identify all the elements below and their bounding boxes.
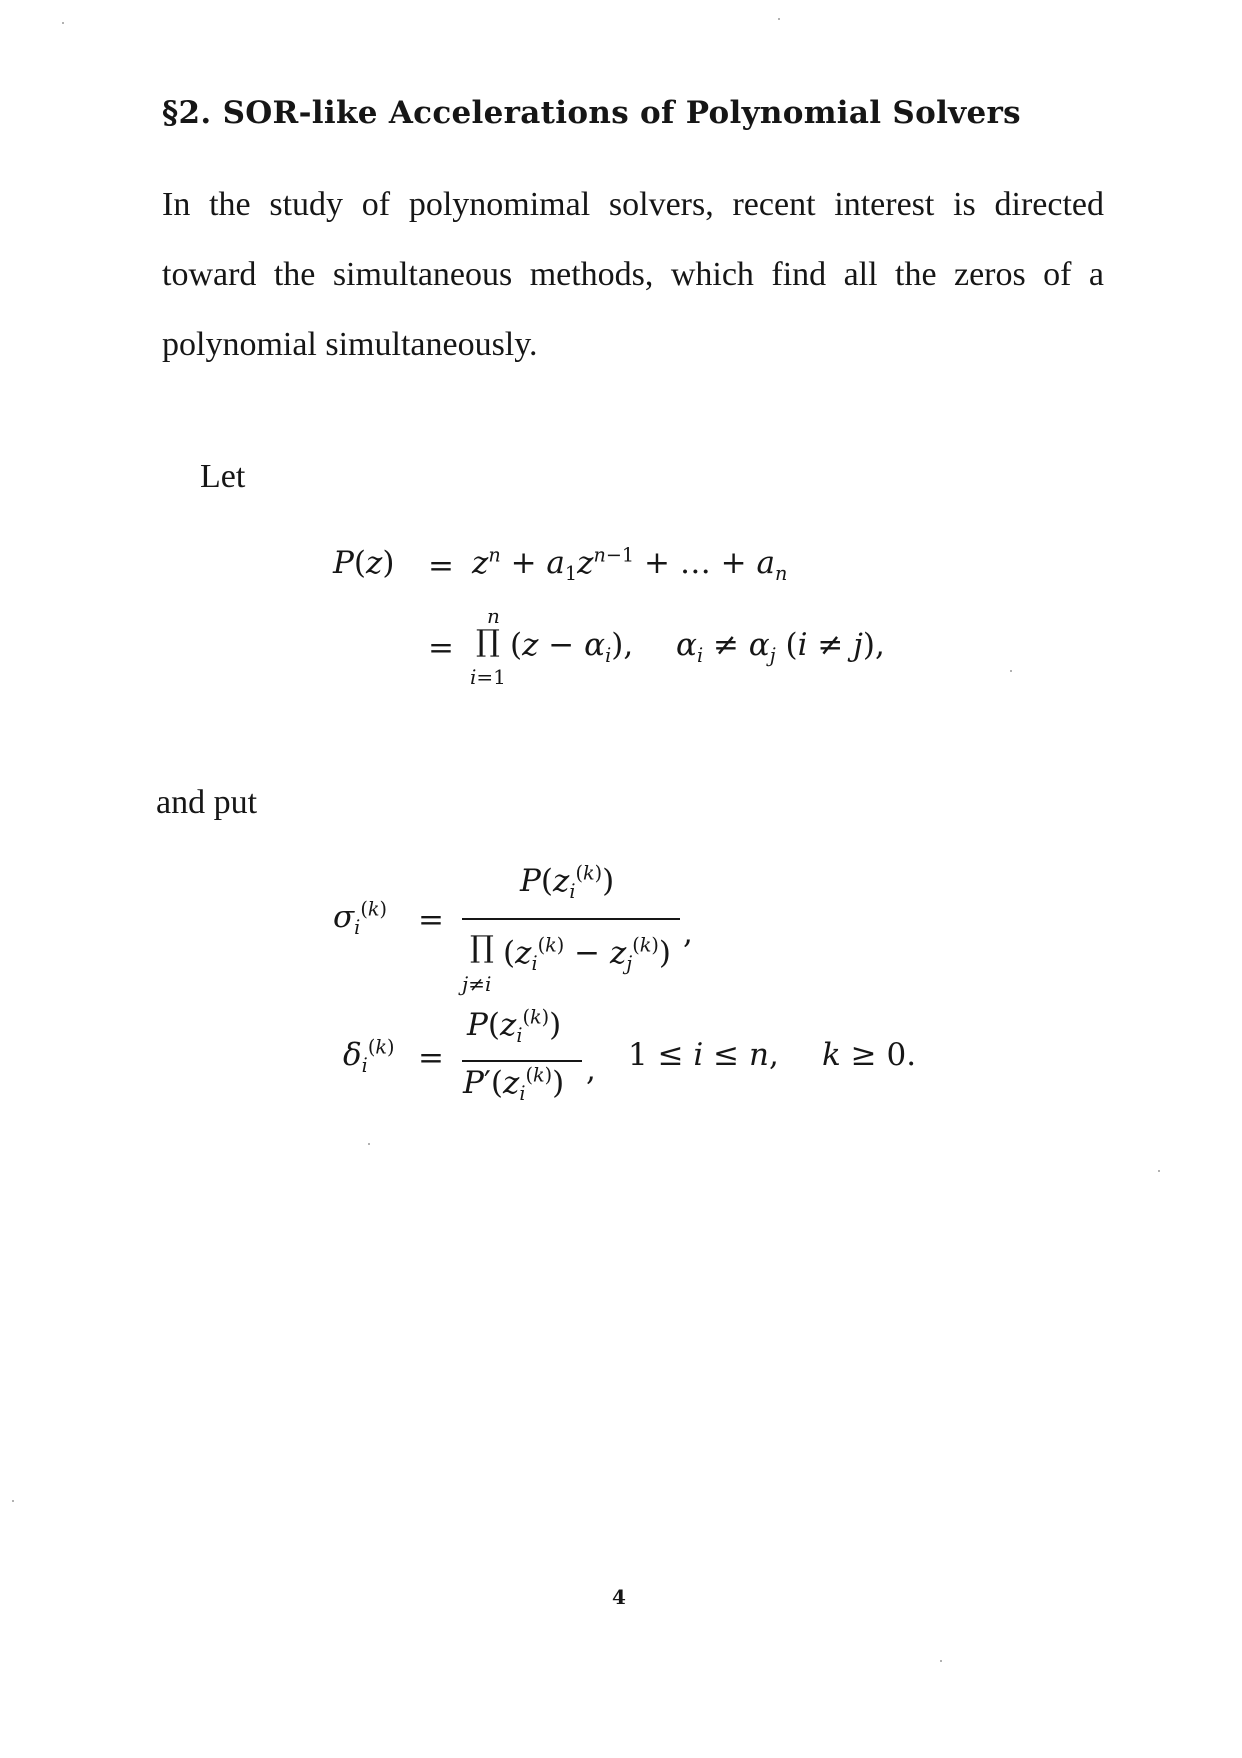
scan-speck: [940, 1660, 942, 1662]
sigma-denominator: $(z_i^{(k)} - z_j^{(k)})$: [503, 933, 671, 976]
comma: ,: [683, 915, 693, 951]
distinct-roots-condition: $\alpha_i \ne \alpha_j$ (i ≠ j),: [676, 627, 885, 668]
section-heading: §2. SOR-like Accelerations of Polynomial Solvers: [162, 95, 1021, 131]
p-of-z-lhs: P(z): [333, 545, 395, 581]
equals-sign: =: [418, 902, 444, 938]
product-symbol: ∏: [476, 624, 500, 659]
equals-sign: =: [418, 1040, 444, 1076]
polynomial-expansion: $z^n + a_1z^{n-1}$ + … + $a_n$: [472, 543, 788, 586]
iteration-condition: k ≥ 0.: [822, 1037, 917, 1073]
scan-speck: [12, 1500, 14, 1502]
scan-speck: [1010, 670, 1012, 672]
and-put-label: and put: [156, 784, 258, 821]
let-label: Let: [200, 458, 246, 495]
sigma-numerator: $P(z_i^{(k)})$: [520, 861, 615, 904]
product-lower-limit: i=1: [470, 665, 506, 689]
product-lower-limit: j≠i: [462, 972, 492, 996]
product-factor: $(z - \alpha_i)$,: [510, 627, 634, 668]
fraction-bar: [462, 1060, 582, 1062]
page-number: 4: [612, 1585, 626, 1609]
fraction-bar: [462, 918, 680, 920]
equals-sign: =: [428, 630, 454, 666]
sigma-lhs: $\sigma_i^{(k)}$: [333, 897, 387, 940]
scan-speck: [62, 22, 64, 24]
product-symbol: ∏: [470, 930, 494, 965]
comma: ,: [586, 1052, 596, 1088]
intro-paragraph: In the study of polynomimal solvers, recent interest is directed toward the simultaneous methods, which find all the zeros of a polynomial simultaneously.: [162, 186, 1104, 363]
equals-sign: =: [428, 548, 454, 584]
scan-speck: [1158, 1170, 1160, 1172]
scan-speck: [778, 18, 780, 20]
product-upper-limit: n: [487, 604, 500, 628]
delta-lhs: $\delta_i^{(k)}$: [343, 1035, 395, 1078]
delta-numerator: $P(z_i^{(k)})$: [467, 1005, 562, 1048]
scan-speck: [368, 1143, 370, 1145]
index-range-condition: 1 ≤ i ≤ n,: [628, 1037, 779, 1073]
delta-denominator: $P'(z_i^{(k)})$: [463, 1063, 565, 1106]
